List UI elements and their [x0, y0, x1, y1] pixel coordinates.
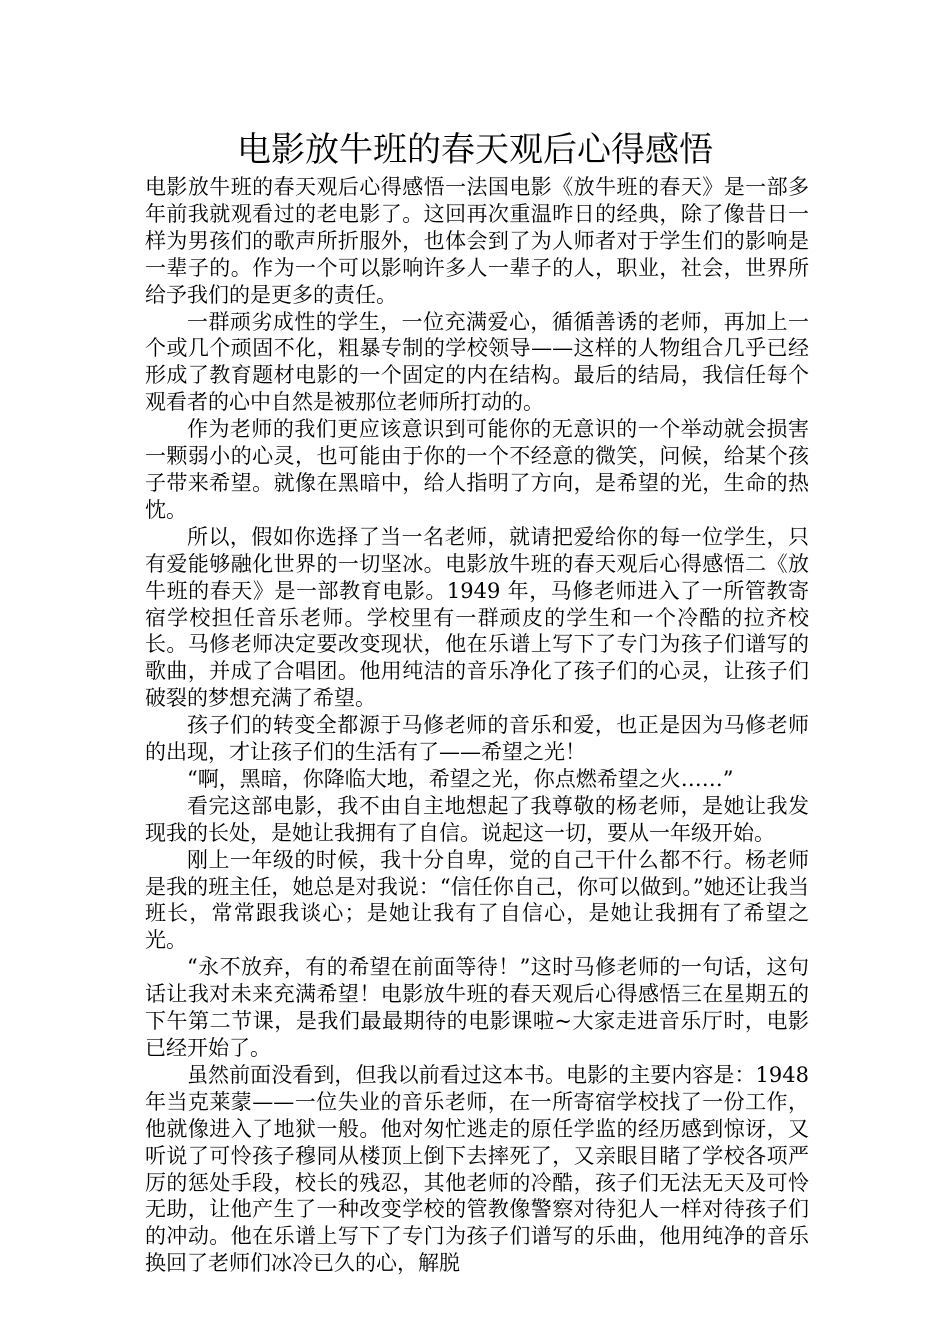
- paragraph: 虽然前面没看到，但我以前看过这本书。电影的主要内容是：1948 年当克莱蒙——一位失业的音乐老师，在一所寄宿学校找了一份工作，他就像进入了地狱一般。他对匆忙逃走的原任学监的经历感到惊讶，又听说了可怜孩子穆同从楼顶上倒下去摔死了，又亲眼目睹了学校各项严厉的惩处手段，校长的残忍，其他老师的冷酷，孩子们无法无天及可怜无助，让他产生了一种改变学校的管教像警察对待犯人一样对待孩子们的冲动。他在乐谱上写下了专门为孩子们谱写的乐曲，他用纯净的音乐换回了老师们冰冷已久的心，解脱: [145, 1062, 809, 1276]
- paragraph: 一群顽劣成性的学生，一位充满爱心，循循善诱的老师，再加上一个或几个顽固不化，粗暴专制的学校领导——这样的人物组合几乎已经形成了教育题材电影的一个固定的内在结构。最后的结局，我信任每个观看者的心中自然是被那位老师所打动的。: [145, 309, 809, 415]
- paragraph: 孩子们的转变全都源于马修老师的音乐和爱，也正是因为马修老师的出现，才让孩子们的生活有了——希望之光！: [145, 713, 809, 765]
- paragraph: 所以，假如你选择了当一名老师，就请把爱给你的每一位学生，只有爱能够融化世界的一切坚冰。电影放牛班的春天观后心得感悟二《放牛班的春天》是一部教育电影。1949 年，马修老师进入了一所管教寄宿学校担任音乐老师。学校里有一群顽皮的学生和一个冷酷的拉齐校长。马修老师决定要改变现状，他在乐谱上写下了专门为孩子们谱写的歌曲，并成了合唱团。他用纯洁的音乐净化了孩子们的心灵，让孩子们破裂的梦想充满了希望。: [145, 524, 809, 711]
- document-title: 电影放牛班的春天观后心得感悟: [237, 130, 713, 170]
- paragraph: 作为老师的我们更应该意识到可能你的无意识的一个举动就会损害一颗弱小的心灵，也可能由于你的一个不经意的微笑，问候，给某个孩子带来希望。就像在黑暗中，给人指明了方向，是希望的光，生命的热忱。: [145, 417, 809, 522]
- paragraph: 电影放牛班的春天观后心得感悟一法国电影《放牛班的春天》是一部多年前我就观看过的老电影了。这回再次重温昨日的经典，除了像昔日一样为男孩们的歌声所折服外，也体会到了为人师者对于学生们的影响是一辈子的。作为一个可以影响许多人一辈子的人，职业，社会，世界所给予我们的是更多的责任。: [145, 175, 809, 307]
- paragraph: “永不放弃，有的希望在前面等待！”这时马修老师的一句话，这句话让我对未来充满希望！电影放牛班的春天观后心得感悟三在星期五的下午第二节课，是我们最最期待的电影课啦~大家走进音乐厅时，电影已经开始了。: [145, 955, 809, 1060]
- paragraph: 看完这部电影，我不由自主地想起了我尊敬的杨老师，是她让我发现我的长处，是她让我拥有了自信。说起这一切，要从一年级开始。: [145, 793, 809, 845]
- paragraph: 刚上一年级的时候，我十分自卑，觉的自己干什么都不行。杨老师是我的班主任，她总是对我说：“信任你自己，你可以做到。”她还让我当班长，常常跟我谈心；是她让我有了自信心，是她让我拥有了希望之光。: [145, 847, 809, 953]
- paragraph: “啊，黑暗，你降临大地，希望之光，你点燃希望之火……”: [187, 766, 734, 791]
- document-body: [145, 174, 809, 1277]
